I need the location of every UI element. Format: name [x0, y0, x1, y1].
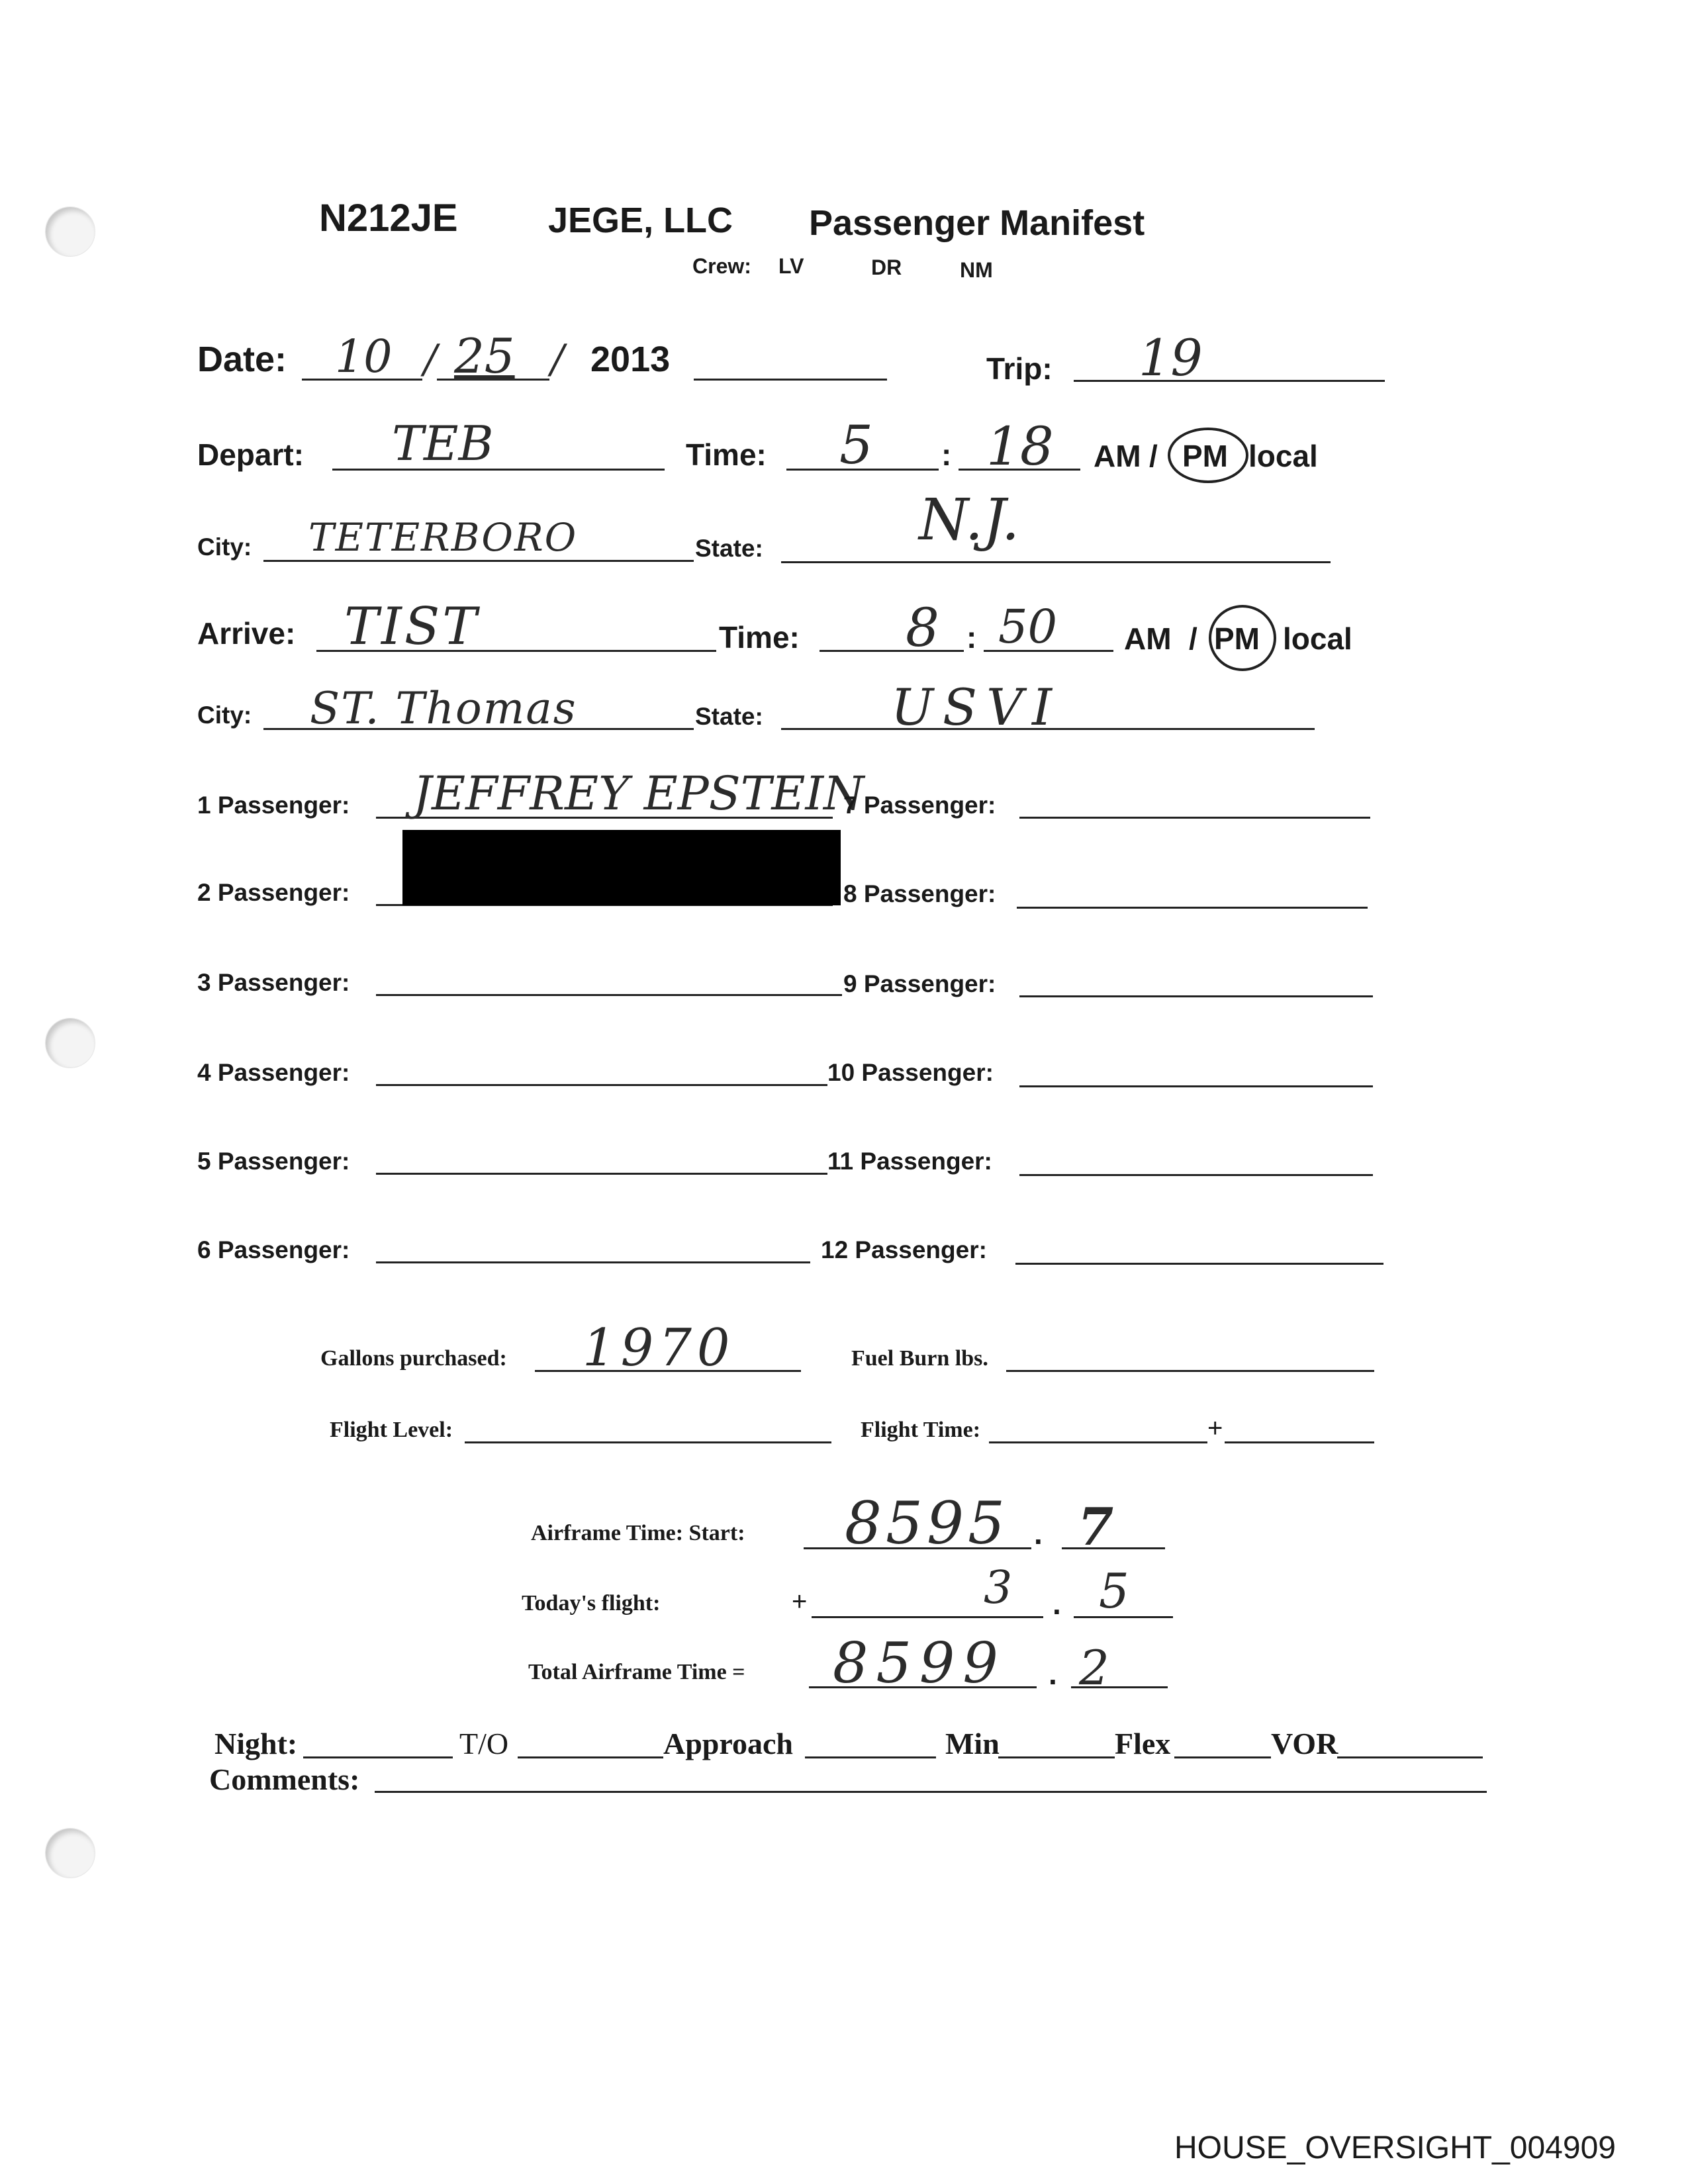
passenger-11-line: [1019, 1174, 1373, 1176]
trip-label: Trip:: [986, 351, 1053, 386]
trip-value: 19: [1139, 328, 1203, 387]
todays-flight-whole-line: [812, 1616, 1043, 1618]
passenger-12-line: [1015, 1263, 1383, 1265]
todays-flight-plus: +: [792, 1587, 808, 1616]
arrive-slash: /: [1189, 621, 1197, 656]
flight-level-line: [465, 1441, 831, 1443]
arrive-city-label: City:: [197, 702, 252, 729]
depart-city: TETERBORO: [308, 515, 578, 560]
passenger-10-line: [1019, 1085, 1373, 1087]
passenger-2-label: 2 Passenger:: [197, 879, 350, 906]
company-name: JEGE, LLC: [548, 201, 733, 240]
passenger-3-line: [376, 994, 842, 996]
flight-time-label: Flight Time:: [861, 1418, 981, 1442]
total-airframe-dot: .: [1049, 1657, 1057, 1691]
date-year-line: [694, 379, 887, 381]
depart-state-line: [781, 561, 1331, 563]
depart-city-label: City:: [197, 533, 252, 561]
vor-line: [1337, 1756, 1483, 1758]
total-airframe-label: Total Airframe Time =: [528, 1660, 745, 1684]
passenger-8-line: [1017, 907, 1368, 909]
passenger-9-label: 9 Passenger:: [843, 970, 996, 997]
min-line: [998, 1756, 1115, 1758]
depart-state: N.J.: [919, 487, 1020, 553]
flex-label: Flex: [1115, 1727, 1171, 1760]
arrive-time-colon: :: [966, 620, 977, 655]
gallons-purchased-value: 1970: [583, 1318, 735, 1378]
fuel-burn-label: Fuel Burn lbs.: [851, 1346, 988, 1371]
arrive-state: USVI: [891, 678, 1062, 737]
date-label: Date:: [197, 340, 287, 379]
passenger-6-label: 6 Passenger:: [197, 1236, 350, 1263]
depart-time-label: Time:: [686, 437, 767, 472]
passenger-1-label: 1 Passenger:: [197, 792, 350, 819]
min-label: Min: [945, 1727, 1000, 1760]
passenger-8-label: 8 Passenger:: [843, 880, 996, 907]
date-separator-2: /: [551, 336, 565, 383]
date-day: 25: [454, 328, 515, 384]
comments-line: [375, 1791, 1487, 1793]
depart-minute: 18: [986, 416, 1054, 477]
arrive-am: AM: [1124, 621, 1172, 656]
arrive-hour: 8: [906, 597, 939, 659]
passenger-7-line: [1019, 817, 1370, 819]
flight-time-line-1: [989, 1441, 1207, 1443]
binder-hole-middle: [45, 1018, 95, 1068]
arrive-time-label: Time:: [719, 620, 800, 655]
airframe-start-decimal: 7: [1078, 1497, 1114, 1557]
depart-slash: /: [1149, 439, 1158, 473]
depart-pm: PM: [1182, 439, 1228, 473]
date-month: 10: [335, 331, 393, 383]
takeoff-label: T/O: [459, 1727, 509, 1760]
passenger-4-label: 4 Passenger:: [197, 1059, 350, 1086]
depart-time-colon: :: [941, 437, 952, 472]
depart-city-line: [263, 560, 694, 562]
depart-local: local: [1248, 439, 1318, 473]
takeoff-line: [518, 1756, 663, 1758]
arrive-minute: 50: [998, 600, 1058, 654]
depart-line: [332, 469, 665, 471]
arrive-local: local: [1283, 621, 1352, 656]
airframe-start-dot: .: [1034, 1516, 1043, 1551]
passenger-12-label: 12 Passenger:: [821, 1236, 987, 1263]
bates-number: HOUSE_OVERSIGHT_004909: [1174, 2130, 1616, 2165]
arrive-hour-line: [820, 650, 964, 652]
flex-line: [1174, 1756, 1271, 1758]
tail-number: N212JE: [319, 197, 458, 240]
arrive-pm: PM: [1214, 621, 1260, 656]
crew-label: Crew:: [692, 254, 751, 278]
crew-member-2: DR: [871, 255, 902, 279]
date-year: 2013: [590, 340, 671, 379]
approach-label: Approach: [663, 1727, 793, 1760]
gallons-purchased-label: Gallons purchased:: [320, 1346, 507, 1371]
night-label: Night:: [214, 1727, 298, 1760]
flight-level-label: Flight Level:: [330, 1418, 453, 1442]
passenger-11-label: 11 Passenger:: [827, 1148, 992, 1175]
passenger-5-line: [376, 1173, 827, 1175]
depart-am: AM: [1094, 439, 1141, 473]
passenger-1-name: JEFFREY EPSTEIN: [413, 766, 865, 821]
arrive-label: Arrive:: [197, 616, 296, 651]
fuel-burn-line: [1006, 1370, 1374, 1372]
arrive-airport: TIST: [344, 597, 480, 657]
binder-hole-bottom: [45, 1828, 95, 1878]
airframe-start-label: Airframe Time: Start:: [531, 1521, 745, 1545]
depart-pm-circle: [1168, 428, 1248, 483]
night-line: [303, 1756, 453, 1758]
passenger-5-label: 5 Passenger:: [197, 1148, 350, 1175]
todays-flight-decimal: 5: [1099, 1563, 1129, 1619]
todays-flight-label: Today's flight:: [522, 1591, 661, 1615]
comments-label: Comments:: [209, 1762, 360, 1796]
passenger-7-label: 7 Passenger:: [843, 792, 996, 819]
flight-time-plus: +: [1207, 1414, 1223, 1443]
airframe-start-whole: 8595: [845, 1489, 1009, 1557]
passenger-4-line: [376, 1084, 827, 1086]
vor-label: VOR: [1271, 1727, 1338, 1760]
todays-flight-whole: 3: [984, 1562, 1013, 1614]
redaction-box: [402, 830, 841, 905]
passenger-9-line: [1019, 995, 1373, 997]
crew-member-3: NM: [960, 258, 993, 282]
passenger-6-line: [376, 1261, 810, 1263]
depart-hour: 5: [839, 414, 873, 476]
trip-line: [1074, 380, 1385, 382]
depart-label: Depart:: [197, 437, 305, 472]
crew-member-1: LV: [778, 254, 804, 278]
depart-airport: TEB: [392, 416, 494, 471]
flight-time-line-2: [1225, 1441, 1374, 1443]
todays-flight-dot: .: [1053, 1586, 1061, 1621]
arrive-city: ST. Thomas: [310, 683, 577, 734]
passenger-10-label: 10 Passenger:: [827, 1059, 994, 1086]
date-separator-1: /: [424, 336, 438, 383]
arrive-pm-circle: [1209, 605, 1276, 671]
depart-state-label: State:: [695, 535, 763, 562]
total-airframe-whole: 8599: [833, 1631, 1006, 1696]
total-airframe-decimal: 2: [1079, 1640, 1109, 1696]
passenger-3-label: 3 Passenger:: [197, 969, 350, 996]
binder-hole-top: [45, 206, 95, 257]
approach-line: [805, 1756, 936, 1758]
arrive-state-label: State:: [695, 703, 763, 730]
document-title: Passenger Manifest: [809, 203, 1145, 243]
